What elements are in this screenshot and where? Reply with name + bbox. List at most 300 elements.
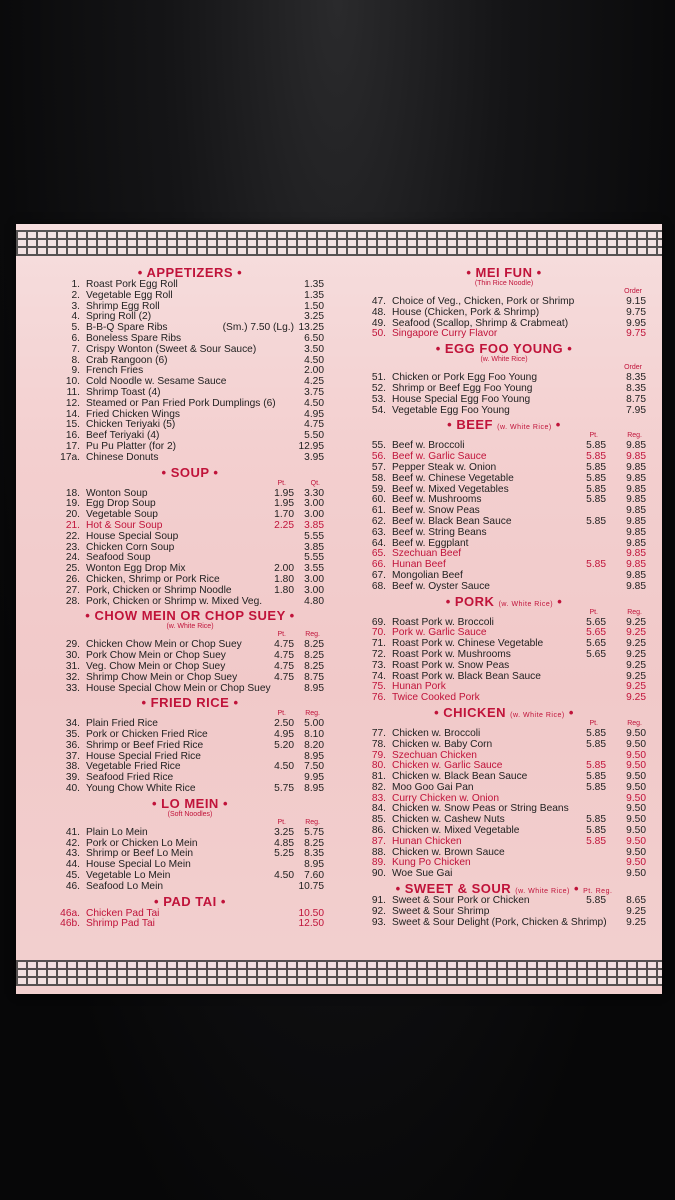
item-price: 8.95	[304, 859, 324, 871]
item-price: 3.00	[304, 509, 324, 521]
section-note: (w. White Rice)	[497, 424, 552, 432]
item-price: 3.30	[304, 487, 324, 499]
menu-item	[362, 474, 646, 485]
item-name: Beef w. Snow Peas	[392, 505, 480, 517]
item-name: Beef w. Oyster Sauce	[392, 580, 490, 592]
item-price: 9.85	[626, 548, 646, 560]
item-price: 7.50	[304, 761, 324, 773]
item-number: 92.	[371, 905, 386, 917]
item-number: 35.	[65, 729, 80, 741]
item-price: 9.50	[626, 857, 646, 869]
item-price: 7.95	[626, 404, 646, 416]
item-price: 8.25	[304, 650, 324, 662]
section-title-text: MEI FUN	[475, 265, 533, 280]
item-number: 66.	[371, 559, 386, 571]
item-number: 75.	[371, 681, 386, 693]
item-number: 43.	[65, 848, 80, 860]
price-header-pint: Pt.	[589, 608, 598, 616]
item-price: 8.95	[304, 783, 324, 795]
item-number: 61.	[371, 505, 386, 517]
item-price: 3.85	[304, 519, 324, 531]
menu-item	[362, 869, 646, 880]
item-name: Pork Chow Mein or Chop Suey	[86, 650, 226, 662]
left-column	[56, 264, 324, 930]
price-header-pint: Pt.	[277, 710, 286, 718]
bullet-icon: •	[285, 608, 295, 624]
item-number: 31.	[65, 660, 80, 672]
item-price: 12.50	[298, 918, 324, 930]
item-price: 9.85	[626, 494, 646, 506]
price-header-regular: Reg.	[627, 432, 642, 440]
item-price-small: 1.95	[274, 487, 294, 499]
item-price: 9.85	[626, 472, 646, 484]
item-price-small: 1.80	[274, 584, 294, 596]
item-name: House Special Fried Rice	[86, 750, 201, 762]
price-header-regular: Reg.	[305, 710, 320, 718]
item-price: 9.85	[626, 461, 646, 473]
item-name: Pork, Chicken or Shrimp Noodle	[86, 584, 232, 596]
item-name: Curry Chicken w. Onion	[392, 792, 500, 804]
menu-item	[362, 918, 646, 929]
item-number: 79.	[371, 749, 386, 761]
item-number: 1.	[71, 279, 80, 290]
item-name: Crispy Wonton (Sweet & Sour Sauce)	[86, 343, 257, 355]
item-price: 8.25	[304, 837, 324, 849]
item-name: Pepper Steak w. Onion	[392, 461, 497, 473]
item-number: 6.	[71, 332, 80, 344]
bullet-icon: •	[564, 704, 574, 720]
item-name: House Special Egg Foo Young	[392, 393, 531, 405]
item-number: 51.	[371, 372, 386, 384]
item-price: 3.00	[304, 498, 324, 510]
item-name: Sweet & Sour Pork or Chicken	[392, 895, 530, 907]
bullet-icon: •	[218, 795, 228, 811]
item-price: 8.95	[304, 750, 324, 762]
item-name: Vegetable Lo Mein	[86, 870, 171, 882]
item-price-small: 5.25	[274, 848, 294, 860]
bullet-icon: •	[447, 417, 457, 433]
item-number: 18.	[65, 487, 80, 499]
item-name: Chicken Pad Tai	[86, 907, 160, 919]
menu-item	[56, 532, 324, 543]
item-name: Chicken Chow Mein or Chop Suey	[86, 639, 242, 651]
item-number: 19.	[65, 498, 80, 510]
item-number: 47.	[371, 296, 386, 307]
item-price: 10.50	[298, 907, 324, 919]
item-name: Chicken Teriyaki (5)	[86, 419, 176, 431]
item-number: 7.	[71, 343, 80, 355]
item-number: 32.	[65, 671, 80, 683]
item-price: 5.50	[304, 430, 324, 442]
item-name: Roast Pork Egg Roll	[86, 279, 178, 290]
item-number: 64.	[371, 537, 386, 549]
item-price: 8.95	[304, 682, 324, 694]
item-name: Twice Cooked Pork	[392, 692, 480, 704]
item-number: 24.	[65, 552, 80, 564]
price-header-pint: Pt.	[277, 818, 286, 826]
menu-item	[362, 329, 646, 340]
item-name: Chicken w. Baby Corn	[392, 738, 493, 750]
item-number: 73.	[371, 659, 386, 671]
item-number: 68.	[371, 580, 386, 592]
section-title	[362, 882, 646, 896]
item-price-small: 4.95	[274, 729, 294, 741]
item-number: 28.	[65, 595, 80, 607]
item-number: 93.	[371, 916, 386, 928]
item-name: Fried Chicken Wings	[86, 408, 180, 420]
item-price-small: 5.85	[586, 781, 606, 793]
item-price: 9.50	[626, 760, 646, 772]
item-price: 9.50	[626, 846, 646, 858]
section-title	[362, 418, 646, 432]
section-title	[56, 266, 324, 280]
item-price: 9.25	[626, 916, 646, 928]
item-price: 8.65	[626, 895, 646, 907]
item-name: Seafood Soup	[86, 552, 151, 564]
menu-item	[362, 582, 646, 593]
menu-item	[56, 291, 324, 302]
item-price-small: 3.25	[274, 826, 294, 838]
item-name: House Special Soup	[86, 530, 179, 542]
item-price-small: 5.75	[274, 783, 294, 795]
item-price: 9.50	[626, 738, 646, 750]
bullet-icon: •	[434, 704, 444, 720]
menu-item	[56, 597, 324, 608]
item-price: 9.85	[626, 537, 646, 549]
item-name: Chicken w. Black Bean Sauce	[392, 771, 528, 783]
item-price: 9.25	[626, 648, 646, 660]
item-price-small: 5.85	[586, 895, 606, 907]
item-price: 9.50	[626, 749, 646, 761]
bullet-icon: •	[532, 265, 542, 280]
item-price: 4.95	[304, 408, 324, 420]
item-price: 9.50	[626, 781, 646, 793]
item-price: 9.75	[626, 328, 646, 340]
greek-key-border-top	[16, 230, 662, 256]
item-number: 20.	[65, 509, 80, 521]
price-header-regular: Qt.	[310, 479, 320, 487]
item-price: 8.25	[304, 639, 324, 651]
item-price: 9.85	[626, 526, 646, 538]
item-price-small: 5.65	[586, 616, 606, 628]
menu-item	[56, 453, 324, 464]
item-number: 38.	[65, 761, 80, 773]
item-number: 76.	[371, 692, 386, 704]
price-header-pint: Pt.	[589, 432, 598, 440]
right-column	[362, 264, 646, 928]
item-price: 9.75	[626, 306, 646, 318]
item-number: 46.	[65, 880, 80, 892]
item-name: Beef w. Chinese Vegetable	[392, 472, 514, 484]
item-number: 60.	[371, 494, 386, 506]
item-price: 9.85	[626, 580, 646, 592]
item-name: Vegetable Egg Foo Young	[392, 404, 510, 416]
item-price: 9.85	[626, 505, 646, 517]
menu-item	[362, 661, 646, 672]
item-price-small: 4.50	[274, 870, 294, 882]
item-price: 9.85	[626, 440, 646, 452]
item-number: 17.	[65, 440, 80, 452]
item-number: 83.	[371, 792, 386, 804]
item-number: 41.	[65, 826, 80, 838]
item-name: Chicken w. Garlic Sauce	[392, 760, 503, 772]
price-header-pint: Pt.	[277, 479, 286, 487]
item-price-small: 4.50	[274, 761, 294, 773]
item-price: 9.25	[626, 681, 646, 693]
bullet-icon: •	[216, 893, 226, 909]
item-price: 9.50	[626, 803, 646, 815]
item-price: 3.55	[304, 563, 324, 575]
item-name: Egg Drop Soup	[86, 498, 156, 510]
item-number: 48.	[371, 306, 386, 318]
item-price: 3.50	[304, 343, 324, 355]
item-name: Wonton Soup	[86, 487, 148, 499]
item-number: 50.	[371, 328, 386, 340]
item-price: 4.50	[304, 354, 324, 366]
item-price: 5.75	[304, 826, 324, 838]
section-title	[56, 797, 324, 811]
item-number: 26.	[65, 573, 80, 585]
item-name: Beef w. Eggplant	[392, 537, 469, 549]
item-price: 9.50	[626, 771, 646, 783]
item-price-small: 4.75	[274, 671, 294, 683]
item-price-small: 5.85	[586, 559, 606, 571]
item-price-small: 5.65	[586, 648, 606, 660]
section-title	[362, 595, 646, 609]
item-number: 90.	[371, 868, 386, 880]
item-price: 1.35	[304, 289, 324, 301]
bullet-icon: •	[395, 881, 405, 897]
item-price: 13.25	[298, 322, 324, 334]
item-name: Shrimp Chow Mein or Chop Suey	[86, 671, 238, 683]
item-number: 52.	[371, 382, 386, 394]
item-number: 70.	[371, 627, 386, 639]
item-number: 77.	[371, 727, 386, 739]
item-number: 85.	[371, 814, 386, 826]
item-number: 14.	[65, 408, 80, 420]
item-name: Shrimp Pad Tai	[86, 918, 155, 930]
item-price: 8.35	[304, 848, 324, 860]
bullet-icon: •	[551, 417, 561, 433]
item-name: Seafood Lo Mein	[86, 880, 164, 892]
item-name: Roast Pork w. Black Bean Sauce	[392, 670, 541, 682]
item-price: 8.75	[626, 393, 646, 405]
item-name: Vegetable Egg Roll	[86, 289, 173, 301]
item-name: Singapore Curry Flavor	[392, 328, 498, 340]
item-name: Beef w. Black Bean Sauce	[392, 515, 512, 527]
item-price: 9.25	[626, 905, 646, 917]
item-price-small: 4.75	[274, 650, 294, 662]
item-price-small: 5.85	[586, 472, 606, 484]
item-number: 57.	[371, 461, 386, 473]
item-name: Woe Sue Gai	[392, 868, 453, 880]
item-price: 9.50	[626, 814, 646, 826]
item-name: Plain Lo Mein	[86, 826, 148, 838]
item-name: House (Chicken, Pork & Shrimp)	[392, 306, 540, 318]
item-price: 9.50	[626, 727, 646, 739]
item-name: Boneless Spare Ribs	[86, 332, 182, 344]
item-name: B-B-Q Spare Ribs	[86, 322, 168, 334]
section-subtitle: (Thin Rice Noodle)	[474, 280, 534, 287]
item-name: Beef w. Garlic Sauce	[392, 451, 487, 463]
item-number: 34.	[65, 718, 80, 730]
menu-item	[56, 684, 324, 695]
item-name: Chicken w. Mixed Vegetable	[392, 825, 520, 837]
item-number: 39.	[65, 772, 80, 784]
item-price-small: 5.65	[586, 638, 606, 650]
item-number: 30.	[65, 650, 80, 662]
item-price: 3.95	[304, 451, 324, 463]
item-number: 21.	[65, 519, 80, 531]
menu-sheet	[16, 224, 662, 994]
section-title	[56, 696, 324, 710]
item-price-small: 4.75	[274, 639, 294, 651]
item-name: Spring Roll (2)	[86, 311, 152, 323]
item-name: Roast Pork w. Broccoli	[392, 616, 494, 628]
section-note: (w. White Rice)	[510, 711, 565, 719]
item-number: 65.	[371, 548, 386, 560]
item-number: 4.	[71, 311, 80, 323]
item-name: Crab Rangoon (6)	[86, 354, 168, 366]
section-title-text: PAD TAI	[163, 893, 217, 909]
menu-item	[56, 882, 324, 893]
item-price: 9.85	[626, 515, 646, 527]
item-number: 55.	[371, 440, 386, 452]
menu-item	[56, 586, 324, 597]
item-number: 2.	[71, 289, 80, 301]
section-title	[362, 706, 646, 720]
item-name: Young Chow White Rice	[86, 783, 196, 795]
item-name: Pork, Chicken or Shrimp w. Mixed Veg.	[86, 595, 263, 607]
greek-key-border-bottom	[16, 960, 662, 986]
menu-item	[362, 693, 646, 704]
item-number: 56.	[371, 451, 386, 463]
item-price: 8.35	[626, 382, 646, 394]
menu-item	[362, 740, 646, 751]
item-price: 9.50	[626, 868, 646, 880]
item-price-small: 5.85	[586, 451, 606, 463]
item-name: Chicken w. Broccoli	[392, 727, 481, 739]
item-price-small: 5.85	[586, 440, 606, 452]
price-header-regular: Reg.	[627, 719, 642, 727]
item-name: Szechuan Beef	[392, 548, 462, 560]
item-name: Vegetable Soup	[86, 509, 158, 521]
item-price: 1.35	[304, 279, 324, 290]
item-name: Shrimp or Beef Lo Mein	[86, 848, 194, 860]
item-price: 1.50	[304, 300, 324, 312]
item-number: 71.	[371, 638, 386, 650]
section-subtitle: (w. White Rice)	[166, 623, 214, 631]
item-number: 59.	[371, 483, 386, 495]
item-price-small: 5.85	[586, 461, 606, 473]
item-number: 81.	[371, 771, 386, 783]
item-name: Hunan Chicken	[392, 835, 462, 847]
section-subtitle: (w. White Rice)	[480, 356, 528, 364]
item-price: 3.00	[304, 584, 324, 596]
item-name: Shrimp or Beef Fried Rice	[86, 739, 204, 751]
item-price: 5.55	[304, 552, 324, 564]
item-price: 9.95	[304, 772, 324, 784]
price-header-regular: Reg.	[627, 608, 642, 616]
item-number: 23.	[65, 541, 80, 553]
item-number: 42.	[65, 837, 80, 849]
item-price: 9.25	[626, 670, 646, 682]
bullet-icon: •	[445, 593, 455, 609]
section-subtitle: (Soft Noodles)	[167, 810, 213, 818]
bullet-icon: •	[466, 265, 476, 280]
item-price-small: 5.85	[586, 814, 606, 826]
item-number: 37.	[65, 750, 80, 762]
item-number: 27.	[65, 584, 80, 596]
item-price-small: 5.85	[586, 738, 606, 750]
item-name: Wonton Egg Drop Mix	[86, 563, 186, 575]
item-name: Shrimp or Beef Egg Foo Young	[392, 382, 533, 394]
item-name: Roast Pork w. Snow Peas	[392, 659, 510, 671]
item-number: 17a.	[60, 451, 80, 463]
menu-item	[362, 308, 646, 319]
item-price: 9.15	[626, 296, 646, 307]
item-price: 8.20	[304, 739, 324, 751]
item-name: Chicken or Pork Egg Foo Young	[392, 372, 537, 384]
item-price: 3.25	[304, 311, 324, 323]
item-price: 5.55	[304, 530, 324, 542]
item-number: 15.	[65, 419, 80, 431]
item-number: 88.	[371, 846, 386, 858]
item-number: 33.	[65, 682, 80, 694]
price-header-pint: Pt.	[589, 719, 598, 727]
item-name: Chicken, Shrimp or Pork Rice	[86, 573, 220, 585]
item-name: Moo Goo Gai Pan	[392, 781, 474, 793]
menu-item	[56, 784, 324, 795]
section-title-text: CHICKEN	[443, 704, 507, 720]
item-name: Beef Teriyaki (4)	[86, 430, 160, 442]
menu-item	[56, 919, 324, 930]
item-name: House Special Lo Mein	[86, 859, 191, 871]
item-number: 11.	[66, 386, 80, 398]
item-name: Szechuan Chicken	[392, 749, 477, 761]
item-price-small: 1.95	[274, 498, 294, 510]
item-number: 16.	[65, 430, 80, 442]
item-name: Pork or Chicken Lo Mein	[86, 837, 198, 849]
item-name: Seafood (Scallop, Shrimp & Crabmeat)	[392, 317, 569, 329]
item-name: Sweet & Sour Delight (Pork, Chicken & Shrimp)	[392, 916, 607, 928]
item-price: 7.60	[304, 870, 324, 882]
item-number: 46a.	[60, 907, 80, 919]
item-price: 9.85	[626, 483, 646, 495]
item-name: Roast Pork w. Mushrooms	[392, 648, 511, 660]
bullet-icon: •	[209, 464, 219, 480]
item-name: Chicken w. Brown Sauce	[392, 846, 505, 858]
item-price-small: 5.85	[586, 727, 606, 739]
item-number: 53.	[371, 393, 386, 405]
price-header-pint: Pt.	[277, 631, 286, 639]
item-price: 8.25	[304, 660, 324, 672]
item-number: 58.	[371, 472, 386, 484]
item-number: 22.	[65, 530, 80, 542]
item-name: Hunan Pork	[392, 681, 446, 693]
menu-item	[362, 395, 646, 406]
item-name: Chicken w. Cashew Nuts	[392, 814, 505, 826]
item-price: 9.85	[626, 559, 646, 571]
item-number: 36.	[65, 739, 80, 751]
bullet-icon: •	[161, 464, 171, 480]
item-price-small: 5.65	[586, 627, 606, 639]
item-price: 9.50	[626, 835, 646, 847]
section-title-text: SOUP	[170, 464, 210, 480]
section-title	[56, 609, 324, 623]
item-number: 49.	[371, 317, 386, 329]
item-name: Shrimp Toast (4)	[86, 386, 161, 398]
